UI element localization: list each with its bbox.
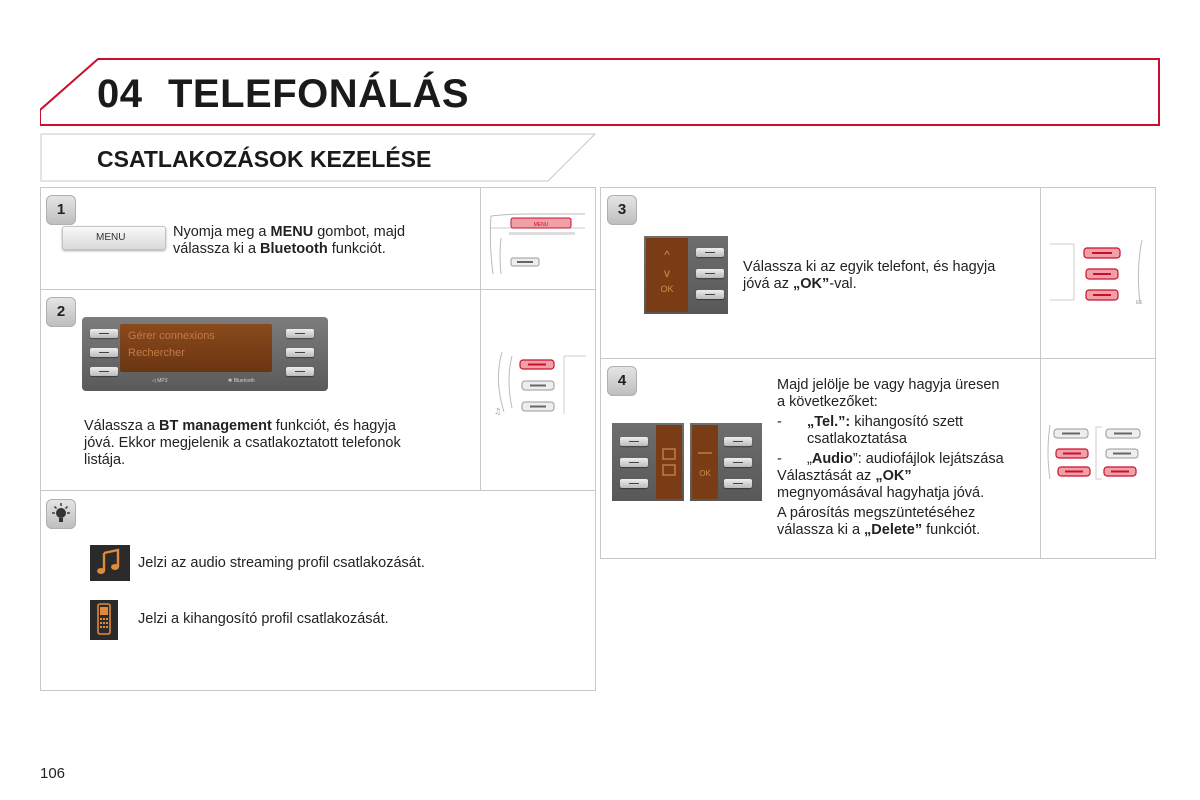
console-buttons-diagram xyxy=(490,350,590,420)
side-button[interactable] xyxy=(724,458,752,467)
delete-text: válassza ki a xyxy=(777,522,865,538)
step2-text: jóvá. Ekkor megjelenik a csatlakoztatott telefonok xyxy=(84,435,401,451)
selection-control-right xyxy=(690,423,762,501)
navigation-control xyxy=(644,236,728,314)
delete-note: A párosítás megszüntetéséhez xyxy=(777,505,976,521)
side-button[interactable] xyxy=(724,437,752,446)
button-grid-diagram xyxy=(1044,423,1152,483)
selection-control-left xyxy=(612,423,684,501)
section-title: CSATLAKOZÁSOK KEZELÉSE xyxy=(97,146,432,172)
step3-text: jóvá az xyxy=(743,276,793,292)
control-screen xyxy=(692,425,718,499)
tip-lightbulb-icon xyxy=(46,499,76,529)
step1-text: válassza ki a xyxy=(173,241,261,257)
divider xyxy=(1040,187,1041,559)
display-button[interactable] xyxy=(286,367,314,376)
step1-instruction xyxy=(173,224,473,258)
display-button[interactable] xyxy=(286,348,314,357)
step2-instruction xyxy=(84,418,474,469)
step-badge-3: 3 xyxy=(607,195,637,225)
step4-text: Majd jelölje be vagy hagyja üresen xyxy=(777,377,1000,393)
confirm-text: megnyomásával hagyhatja jóvá. xyxy=(777,485,985,501)
option-audio-text xyxy=(777,451,1039,468)
display-button[interactable] xyxy=(90,367,118,376)
step4-text: a következőket: xyxy=(777,394,878,410)
divider xyxy=(40,289,596,290)
diagram-code-label: E5 xyxy=(1136,300,1143,306)
step-badge-2: 2 xyxy=(46,297,76,327)
screen-line: Rechercher xyxy=(128,347,185,359)
option-audio-quote: „ xyxy=(807,451,812,467)
option-tel xyxy=(777,414,1039,448)
handsfree-profile-text: Jelzi a kihangosító profil csatlakozását. xyxy=(138,611,389,627)
ok-label: OK xyxy=(699,469,711,478)
chapter-number: 04 xyxy=(97,72,143,116)
delete-note xyxy=(777,522,1039,539)
up-button[interactable] xyxy=(696,248,724,257)
confirm-note xyxy=(777,468,1039,485)
step-badge-4: 4 xyxy=(607,366,637,396)
chapter-title: TELEFONÁLÁS xyxy=(168,72,470,116)
bullet-dash: - xyxy=(777,414,782,430)
step2-text-bold: BT management xyxy=(158,418,272,434)
bullet-dash: - xyxy=(777,451,782,467)
step2-text: Válassza a xyxy=(84,418,159,434)
display-foot-label: ✱ Bluetooth xyxy=(228,378,255,384)
handsfree-phone-icon xyxy=(90,600,118,640)
audio-streaming-icon xyxy=(90,545,130,581)
step1-text-bold: Bluetooth xyxy=(260,241,328,257)
step1-text: funkciót. xyxy=(327,241,386,257)
display-button[interactable] xyxy=(90,348,118,357)
side-button[interactable] xyxy=(620,479,648,488)
step-badge-1: 1 xyxy=(46,195,76,225)
display-foot-label: ◁ MP3 xyxy=(152,378,168,384)
display-button[interactable] xyxy=(286,329,314,338)
up-arrow-icon: ^ xyxy=(664,248,670,262)
option-tel-text xyxy=(777,414,1039,431)
step1-text-bold: MENU xyxy=(270,224,314,240)
divider xyxy=(600,358,1156,359)
step1-text: Nyomja meg a xyxy=(173,224,271,240)
option-tel-line2: csatlakoztatása xyxy=(807,431,907,447)
step3-text: -val. xyxy=(829,276,857,292)
screen-line: Gérer connexions xyxy=(128,330,215,342)
display-button[interactable] xyxy=(90,329,118,338)
control-screen xyxy=(656,425,682,499)
button-column-diagram xyxy=(1046,238,1150,308)
side-button[interactable] xyxy=(620,437,648,446)
option-tel-rest: kihangosító szett xyxy=(850,414,964,430)
side-button[interactable] xyxy=(620,458,648,467)
step4-instruction xyxy=(777,377,1039,539)
ok-label: OK xyxy=(660,284,674,294)
page-number: 106 xyxy=(40,765,66,782)
step3-instruction xyxy=(743,259,1033,293)
diagram-menu-label: MENU xyxy=(533,222,549,228)
down-button[interactable] xyxy=(696,269,724,278)
divider xyxy=(480,187,481,490)
step3-text: Válassza ki az egyik telefont, és hagyja xyxy=(743,259,996,275)
option-audio-rest: ”: audiofájlok lejátszása xyxy=(852,451,1004,467)
side-button[interactable] xyxy=(724,479,752,488)
dashboard-menu-diagram xyxy=(487,208,587,278)
delete-bold: „Delete” xyxy=(864,522,923,538)
radio-display xyxy=(82,317,328,391)
ok-button[interactable] xyxy=(696,290,724,299)
confirm-bold: „OK” xyxy=(875,468,912,484)
svg-text:♫: ♫ xyxy=(494,407,502,416)
down-arrow-icon: v xyxy=(664,266,670,280)
delete-text: funkciót. xyxy=(922,522,981,538)
step2-text: funkciót, és hagyja xyxy=(271,418,396,434)
control-screen xyxy=(646,238,688,312)
step2-text: listája. xyxy=(84,452,126,468)
display-screen xyxy=(120,324,272,372)
confirm-text: Választását az xyxy=(777,468,876,484)
menu-button[interactable]: MENU xyxy=(62,226,166,250)
audio-profile-text: Jelzi az audio streaming profil csatlakozását. xyxy=(138,555,425,571)
step3-text-bold: „OK” xyxy=(792,276,830,292)
option-audio xyxy=(777,451,1039,468)
option-audio-bold: Audio xyxy=(811,451,853,467)
divider xyxy=(40,490,596,491)
step1-text: gombot, majd xyxy=(313,224,406,240)
option-tel-bold: „Tel.”: xyxy=(807,414,851,430)
